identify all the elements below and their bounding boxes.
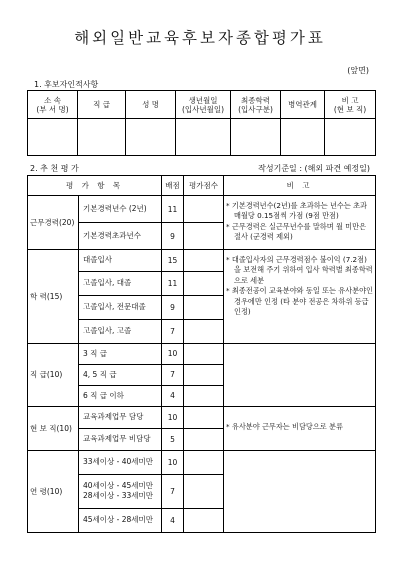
section2-heading: 2. 추 천 평 가 xyxy=(30,164,79,173)
category-position: 현 보 직(10) xyxy=(28,406,79,450)
category-education: 학 력(15) xyxy=(28,250,79,344)
points-value: 11 xyxy=(162,196,184,223)
item-label: 고졸입사, 대졸 xyxy=(79,271,162,295)
header-education-top: 최종학력 xyxy=(241,95,270,105)
points-value: 15 xyxy=(162,250,184,272)
score-field[interactable] xyxy=(184,406,224,428)
points-value: 7 xyxy=(162,319,184,343)
score-field[interactable] xyxy=(184,343,224,364)
points-value: 10 xyxy=(162,406,184,428)
header-points: 배점 xyxy=(162,176,184,196)
birthdate-field[interactable] xyxy=(176,119,231,156)
points-value: 10 xyxy=(162,450,184,474)
education-field[interactable] xyxy=(231,119,281,156)
recommendation-table xyxy=(27,175,376,533)
category-age: 연 령(10) xyxy=(28,450,79,532)
points-value: 10 xyxy=(162,343,184,364)
section1-heading: 1. 후보자인적사항 xyxy=(34,80,99,89)
score-field[interactable] xyxy=(184,271,224,295)
item-label: 고졸입사, 전문대졸 xyxy=(79,295,162,319)
item-label: 40세이상 - 45세미만 28세이상 - 33세미만 xyxy=(79,474,162,508)
item-label: 33세이상 - 40세미만 xyxy=(79,450,162,474)
header-remark-bottom: (현 보 직) xyxy=(333,104,367,114)
note-text: * 대졸입사자의 근무경력점수 불이익 (7.2점)을 보전해 주기 위하여 입사 학력별 최종학력으로 세분 xyxy=(226,255,373,285)
recommendation-header-row xyxy=(28,176,376,196)
points-value: 11 xyxy=(162,271,184,295)
header-rank xyxy=(78,91,126,119)
header-remark xyxy=(325,91,376,119)
education-notes xyxy=(224,250,376,344)
points-value: 4 xyxy=(162,385,184,406)
points-value: 7 xyxy=(162,364,184,385)
score-field[interactable] xyxy=(184,196,224,223)
header-education xyxy=(231,91,281,119)
remark-field[interactable] xyxy=(325,119,376,156)
note-text: * 유사분야 근무자는 비담당으로 분류 xyxy=(226,421,343,431)
item-label: 대졸입사 xyxy=(79,250,162,272)
table-row xyxy=(28,196,376,223)
score-field[interactable] xyxy=(184,450,224,474)
score-field[interactable] xyxy=(184,364,224,385)
note-text: * 최종전공이 교육분야와 동일 또는 유사분야인 경우에만 인정 (타 분야 전공은 차하위 등급 인정) xyxy=(226,286,373,317)
item-label: 기본경력초과년수 xyxy=(79,223,162,250)
header-department xyxy=(28,91,78,119)
item-label: 6 직 급 이하 xyxy=(79,385,162,406)
score-field[interactable] xyxy=(184,508,224,532)
table-row xyxy=(28,250,376,272)
position-notes xyxy=(224,406,376,450)
header-birthdate-bottom: (입사년월일) xyxy=(181,104,225,114)
header-military xyxy=(281,91,325,119)
points-value: 9 xyxy=(162,295,184,319)
points-value: 5 xyxy=(162,428,184,450)
candidate-info-header-row xyxy=(28,91,376,119)
rank-notes xyxy=(224,343,376,406)
score-field[interactable] xyxy=(184,250,224,272)
points-value: 4 xyxy=(162,508,184,532)
header-department-bottom: (부 서 명) xyxy=(36,104,69,114)
candidate-info-entry-row xyxy=(28,119,376,156)
points-value: 7 xyxy=(162,474,184,508)
score-field[interactable] xyxy=(184,428,224,450)
table-row xyxy=(28,450,376,474)
score-field[interactable] xyxy=(184,223,224,250)
note-text: * 기본경력년수(2년)를 초과하는 년수는 초과매월당 0.15점씩 가점 (9점 만점) xyxy=(226,201,367,221)
header-education-bottom: (입사구분) xyxy=(238,104,273,114)
item-label: 3 직 급 xyxy=(79,343,162,364)
note-text: * 근무경력은 실근무년수를 말하며 월 미만은 절사 (군경력 제외) xyxy=(226,221,367,242)
page-title: 해외일반교육후보자종합평가표 xyxy=(74,29,326,47)
score-field[interactable] xyxy=(184,474,224,508)
age-notes xyxy=(224,450,376,532)
category-career: 근무경력(20) xyxy=(28,196,79,250)
header-remark-top: 비 고 xyxy=(341,95,359,105)
department-field[interactable] xyxy=(28,119,78,156)
score-field[interactable] xyxy=(184,319,224,343)
table-row xyxy=(28,343,376,364)
header-name-top: 성 명 xyxy=(142,100,159,109)
score-field[interactable] xyxy=(184,385,224,406)
table-row xyxy=(28,406,376,428)
name-field[interactable] xyxy=(126,119,176,156)
item-label: 교육과제업무 담당 xyxy=(79,406,162,428)
rank-field[interactable] xyxy=(78,119,126,156)
header-eval-item: 평 가 항 목 xyxy=(28,176,162,196)
item-label: 4, 5 직 급 xyxy=(79,364,162,385)
item-label: 교육과제업무 비담당 xyxy=(79,428,162,450)
category-rank: 직 급(10) xyxy=(28,343,79,406)
item-label: 고졸입사, 고졸 xyxy=(79,319,162,343)
header-birthdate-top: 생년월일 xyxy=(188,95,218,105)
header-military-top: 병역관계 xyxy=(288,100,317,109)
header-note: 비 고 xyxy=(224,176,376,196)
header-department-top: 소 속 xyxy=(44,95,61,105)
criteria-date-label: 작성기준일 : (해외 파견 예정일) xyxy=(258,164,370,173)
points-value: 9 xyxy=(162,223,184,250)
item-label: 기본경력년수 (2년) xyxy=(79,196,162,223)
header-score: 평가점수 xyxy=(184,176,224,196)
item-label: 45세이상 - 28세미만 xyxy=(79,508,162,532)
header-birthdate xyxy=(176,91,231,119)
candidate-info-table xyxy=(27,90,376,156)
career-notes xyxy=(224,196,376,250)
header-rank-top: 직 급 xyxy=(93,100,110,109)
header-name xyxy=(126,91,176,119)
face-label: (앞면) xyxy=(347,66,369,75)
score-field[interactable] xyxy=(184,295,224,319)
military-field[interactable] xyxy=(281,119,325,156)
